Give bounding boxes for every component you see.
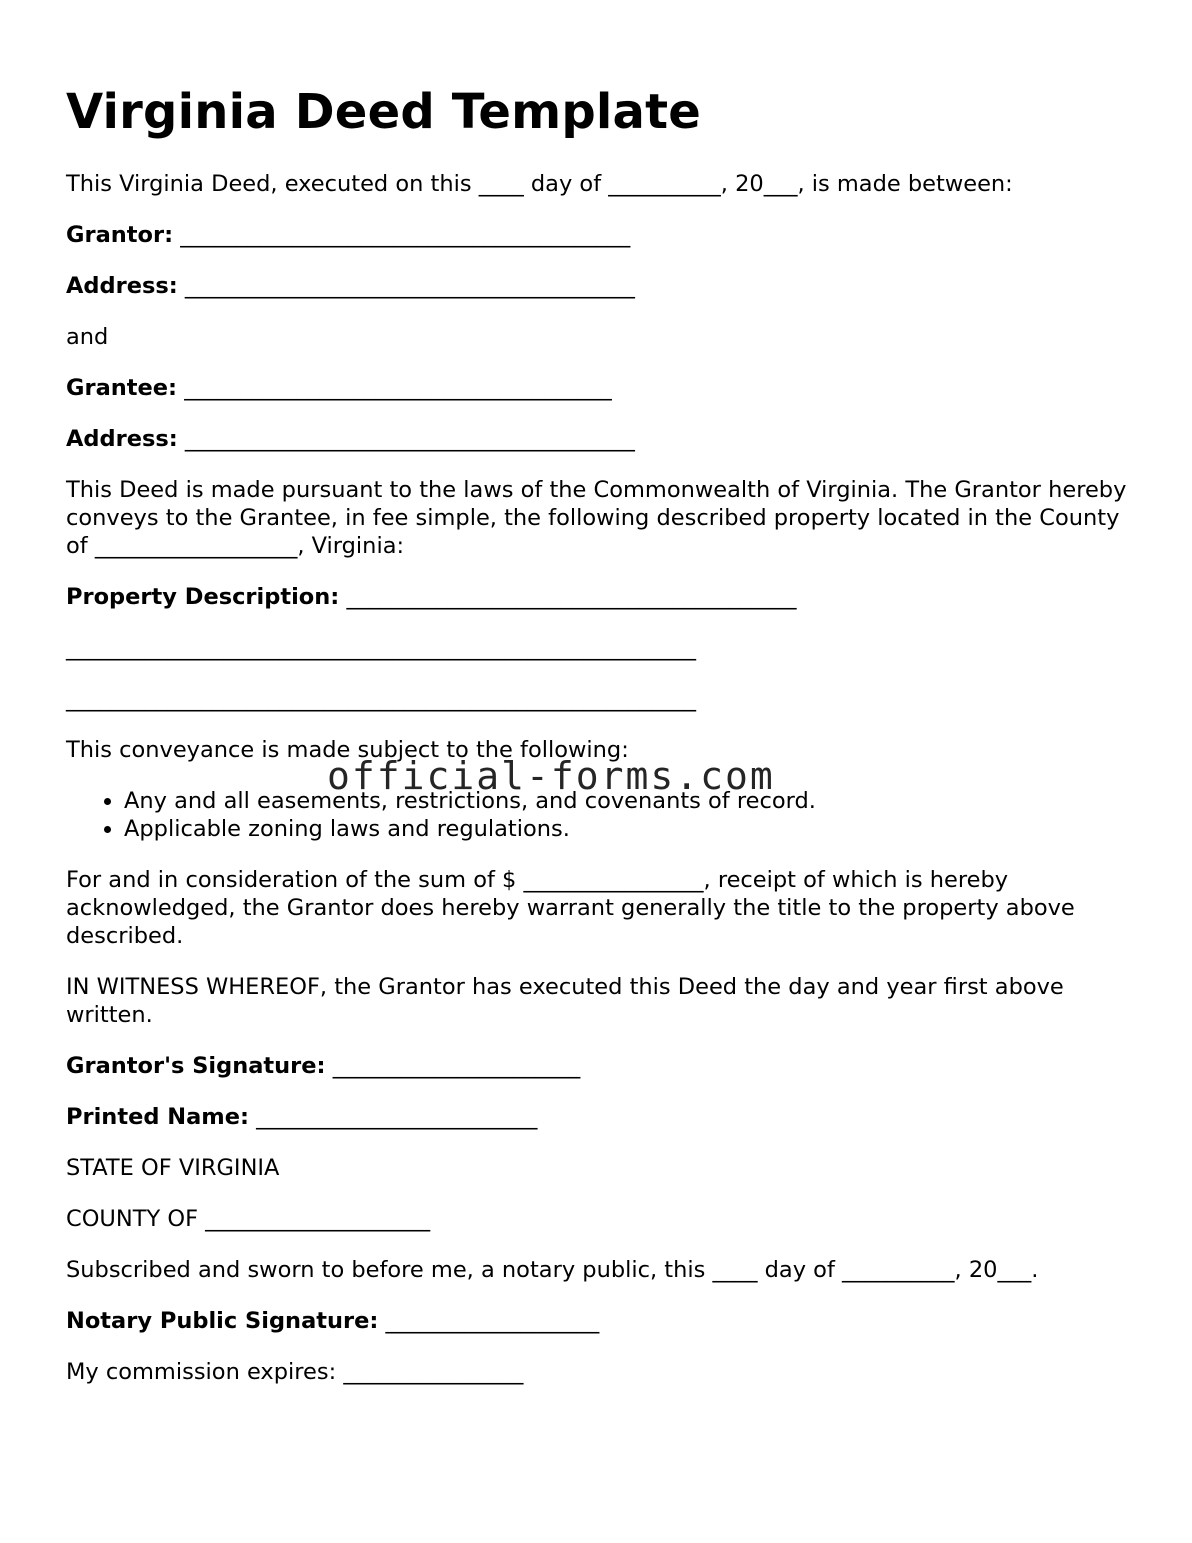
county-line: COUNTY OF ____________________ [66,1206,431,1232]
consideration-paragraph: For and in consideration of the sum of $ ________________, receipt of which is hereby acknowledged, the Grantor does hereby warrant generally the title to the property above described. [66,867,1075,949]
grantor-line [66,221,1136,249]
subject-intro: This conveyance is made subject to the following: [66,737,629,763]
grantee-line [66,374,1136,402]
grantor-address-blank: ________________________________________ [177,273,635,299]
grantee-address-line [66,425,1136,453]
printed-name-line [66,1103,1136,1131]
grantor-signature-label: Grantor's Signature: [66,1053,326,1079]
printed-name-label: Printed Name: [66,1104,249,1130]
page-title: Virginia Deed Template [66,84,702,140]
property-description-blank: ________________________________________ [339,584,797,610]
grantee-blank: ______________________________________ [177,375,612,401]
and-text: and [66,324,109,350]
property-description-line-3: ________________________________________________________ [66,686,696,712]
conveyance-paragraph: This Deed is made pursuant to the laws of the Commonwealth of Virginia. The Grantor hereby conveys to the Grantee, in fee simple, the following described property located in the County of __________________, Virginia: [66,477,1127,559]
grantor-blank: ________________________________________ [173,222,631,248]
grantee-address-label: Address: [66,426,178,452]
grantee-address-blank: ________________________________________ [177,426,635,452]
deed-document [66,82,1136,1409]
state-line: STATE OF VIRGINIA [66,1155,280,1181]
grantor-label: Grantor: [66,222,174,248]
watermark: official-forms.com [327,754,775,798]
property-description-line [66,583,1136,611]
grantor-address-label: Address: [66,273,178,299]
property-description-label: Property Description: [66,584,340,610]
property-description-line-2: ________________________________________________________ [66,635,696,661]
grantor-address-line [66,272,1136,300]
list-item: • Applicable zoning laws and regulations. [124,815,1136,843]
intro-paragraph: This Virginia Deed, executed on this ____ day of __________, 20___, is made between: [66,171,1013,197]
sworn-line: Subscribed and sworn to before me, a notary public, this ____ day of __________, 20___. [66,1257,1039,1283]
grantee-label: Grantee: [66,375,178,401]
printed-name-blank: _________________________ [249,1104,538,1130]
commission-line: My commission expires: ________________ [66,1359,524,1385]
notary-signature-blank: ___________________ [378,1308,600,1334]
subject-list [66,787,1136,843]
grantor-signature-line [66,1052,1136,1080]
witness-paragraph: IN WITNESS WHEREOF, the Grantor has executed this Deed the day and year first above written. [66,974,1064,1028]
list-item: • Any and all easements, restrictions, and covenants of record. [124,787,1136,815]
notary-signature-line [66,1307,1136,1335]
grantor-signature-blank: ______________________ [325,1053,581,1079]
notary-signature-label: Notary Public Signature: [66,1308,379,1334]
